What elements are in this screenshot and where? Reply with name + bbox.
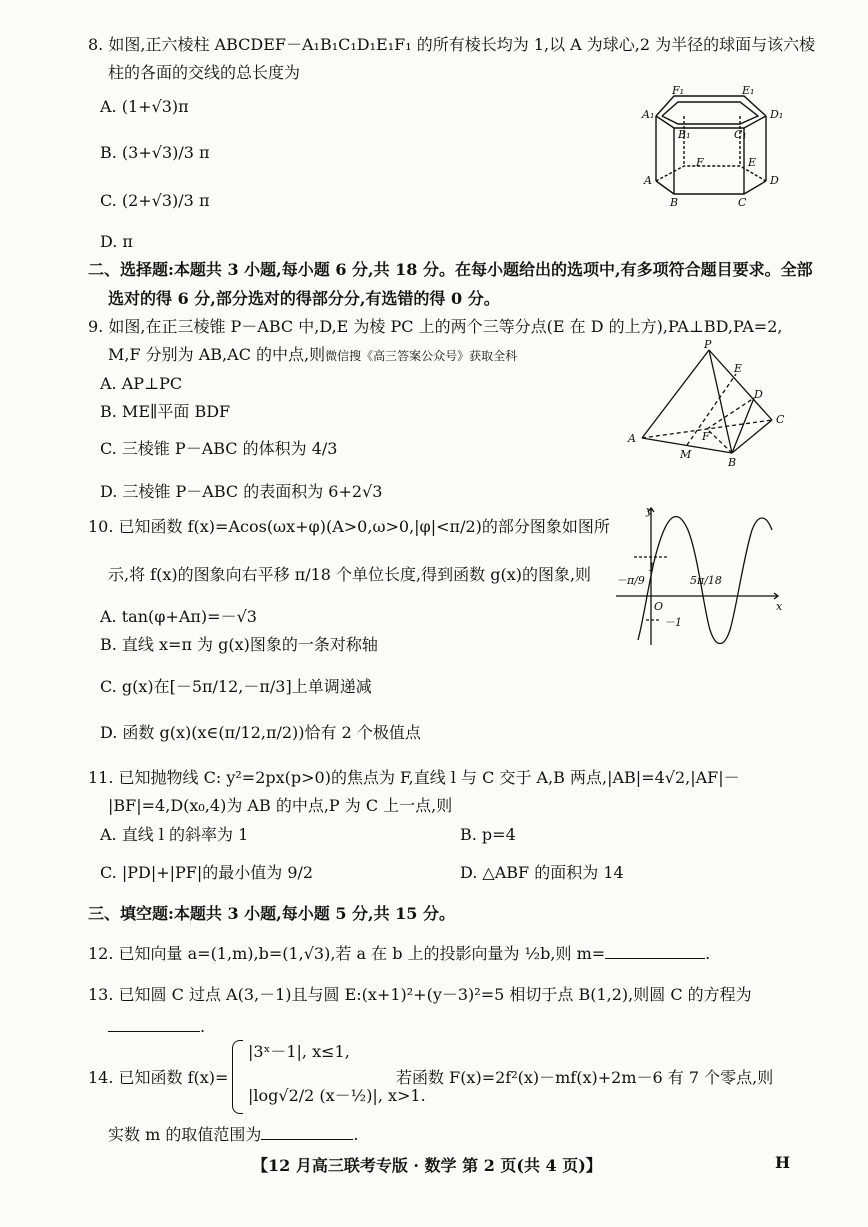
q10-stem-line-1: 10. 已知函数 f(x)=Acos(ωx+φ)(A>0,ω>0,|φ|<π/2)的部分图象如图所 [88, 517, 610, 536]
q8-stem-line-2: 柱的各面的交线的总长度为 [108, 63, 301, 82]
q11-option-a: A. 直线 l 的斜率为 1 [100, 825, 249, 844]
label-e: E [734, 362, 743, 375]
label-d: D [754, 388, 763, 401]
q13-answer-line: . [108, 1016, 205, 1038]
q12-line: 12. 已知向量 a=(1,m),b=(1,√3),若 a 在 b 上的投影向量为 ½b,则 m= . [88, 944, 711, 963]
label-d: D [770, 174, 779, 187]
label-p: P [704, 340, 712, 351]
q11-stem-line-1: 11. 已知抛物线 C: y²=2px(p>0)的焦点为 F,直线 l 与 C 交于 A,B 两点,|AB|=4√2,|AF|－ [88, 768, 740, 787]
section-2-heading-line-2: 选对的得 6 分,部分选对的得部分分,有选错的得 0 分。 [108, 289, 500, 308]
q10-option-d: D. 函数 g(x)(x∈(π/12,π/2))恰有 2 个极值点 [100, 723, 421, 742]
q11-option-c: C. |PD|+|PF|的最小值为 9/2 [100, 863, 314, 882]
q14-prefix: 14. 已知函数 f(x)= [88, 1068, 229, 1087]
paper-code: H [775, 1153, 791, 1172]
q14-answer-line: 实数 m 的取值范围为 . [108, 1125, 359, 1144]
section-3-heading: 三、填空题:本题共 3 小题,每小题 5 分,共 15 分。 [88, 904, 456, 923]
q10-stem-line-2: 示,将 f(x)的图象向右平移 π/18 个单位长度,得到函数 g(x)的图象,则 [108, 565, 592, 584]
q8-option-c: C. (2+√3)/3 π [100, 191, 210, 210]
q12-answer-blank[interactable] [605, 944, 705, 959]
label-c: C [776, 413, 785, 426]
section-2-heading-line-1: 二、选择题:本题共 3 小题,每小题 6 分,共 18 分。在每小题给出的选项中,有多项符合题目要求。全部 [88, 260, 813, 279]
q9-stem-line-2 [108, 344, 517, 367]
label-e: E [748, 156, 757, 169]
watermark-text: 微信搜《高三答案公众号》获取全科 [325, 349, 518, 363]
label-neg-one: －1 [664, 616, 682, 629]
q12-stem: 12. 已知向量 a=(1,m),b=(1,√3),若 a 在 b 上的投影向量为 ½b,则 m= [88, 944, 606, 963]
label-y: y [646, 504, 653, 517]
q11-stem-line-2: |BF|=4,D(x₀,4)为 AB 的中点,P 为 C 上一点,则 [108, 796, 453, 815]
q11-option-b: B. p=4 [460, 825, 516, 844]
q9-stem-text: M,F 分别为 AB,AC 的中点,则 [108, 345, 326, 364]
label-x: x [776, 600, 783, 613]
q14-case-2: |log√2/2 (x－½)|, x>1. [248, 1086, 426, 1105]
label-b1: B₁ [678, 128, 691, 141]
label-b: B [670, 196, 679, 206]
q8-stem-line-1: 8. 如图,正六棱柱 ABCDEF－A₁B₁C₁D₁E₁F₁ 的所有棱长均为 1,以 A 为球心,2 为半径的球面与该六棱 [88, 35, 816, 54]
q14-stem-2: 实数 m 的取值范围为 [108, 1125, 262, 1144]
label-c1: C₁ [734, 128, 747, 141]
q9-option-a: A. AP⊥PC [100, 374, 183, 393]
q8-option-a: A. (1+√3)π [100, 97, 189, 116]
page-footer: 【12 月高三联考专版 · 数学 第 2 页(共 4 页)】 [252, 1156, 602, 1175]
label-f: F [702, 430, 710, 443]
q10-option-c: C. g(x)在[－5π/12,－π/3]上单调递减 [100, 677, 372, 696]
q13-stem-line-1: 13. 已知圆 C 过点 A(3,－1)且与圆 E:(x+1)²+(y－3)²=5 相切于点 B(1,2),则圆 C 的方程为 [88, 985, 752, 1004]
q8-option-b: B. (3+√3)/3 π [100, 143, 210, 162]
label-one: 1 [648, 561, 655, 574]
hexagonal-prism-figure [638, 86, 788, 206]
q9-option-b: B. ME∥平面 BDF [100, 402, 231, 421]
cosine-graph-figure [606, 500, 786, 650]
label-f1: F₁ [672, 86, 685, 97]
label-c: C [738, 196, 747, 206]
label-e1: E₁ [742, 86, 755, 97]
label-a: A [628, 432, 636, 445]
label-m: M [680, 448, 692, 461]
label-d1: D₁ [770, 108, 784, 121]
q9-option-d: D. 三棱锥 P－ABC 的表面积为 6+2√3 [100, 482, 383, 501]
q10-option-b: B. 直线 x=π 为 g(x)图象的一条对称轴 [100, 635, 378, 654]
q11-option-d: D. △ABF 的面积为 14 [460, 863, 624, 882]
q10-option-a: A. tan(φ+Aπ)=－√3 [100, 607, 257, 626]
q14-suffix: 若函数 F(x)=2f²(x)－mf(x)+2m－6 有 7 个零点,则 [396, 1068, 774, 1087]
label-a: A [644, 174, 652, 187]
label-f: F [696, 156, 704, 169]
label-origin: O [654, 600, 664, 613]
q14-answer-blank[interactable] [261, 1125, 353, 1140]
q13-answer-blank[interactable] [108, 1017, 200, 1032]
piecewise-brace [232, 1040, 243, 1114]
q9-option-c: C. 三棱锥 P－ABC 的体积为 4/3 [100, 439, 338, 458]
q14-case-1: |3ˣ－1|, x≤1, [248, 1042, 350, 1061]
q9-stem-line-1: 9. 如图,在正三棱锥 P－ABC 中,D,E 为棱 PC 上的两个三等分点(E 在 D 的上方),PA⊥BD,PA=2, [88, 317, 783, 336]
label-5pi-over-18: 5π/18 [690, 574, 722, 587]
triangular-pyramid-figure [624, 340, 794, 470]
label-a1: A₁ [642, 108, 655, 121]
label-neg-pi-over-9: －π/9 [616, 574, 645, 587]
q8-option-d: D. π [100, 232, 133, 251]
label-b: B [728, 456, 737, 469]
